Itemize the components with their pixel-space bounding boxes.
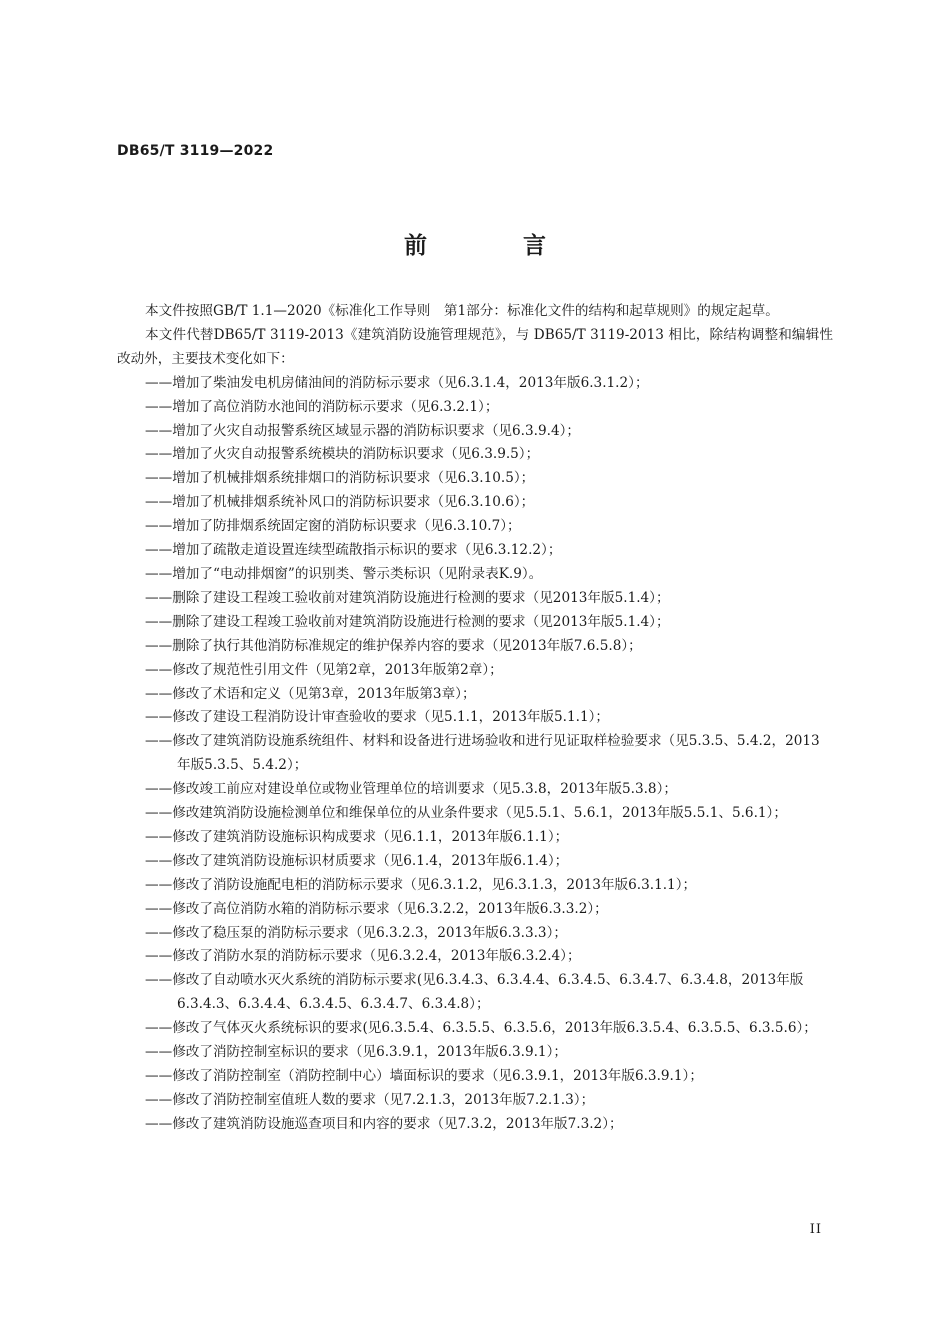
list-item: ——删除了建设工程竣工验收前对建筑消防设施进行检测的要求（见2013年版5.1.4）；: [145, 589, 670, 606]
list-item: ——修改了消防控制室值班人数的要求（见7.2.1.3，2013年版7.2.1.3）；: [145, 1091, 595, 1108]
list-item: ——修改了规范性引用文件（见第2章，2013年版第2章）；: [145, 661, 503, 678]
list-item: ——增加了疏散走道设置连续型疏散指示标识的要求（见6.3.12.2）；: [145, 542, 562, 559]
list-item: ——修改了术语和定义（见第3章，2013年版第3章）；: [145, 685, 476, 702]
list-item: ——增加了机械排烟系统补风口的消防标识要求（见6.3.10.6）；: [145, 494, 535, 511]
list-item: ——修改了建筑消防设施标识构成要求（见6.1.1，2013年版6.1.1）；: [145, 828, 569, 845]
page-title: 前 言: [403, 232, 590, 259]
list-item: ——增加了机械排烟系统排烟口的消防标识要求（见6.3.10.5）；: [145, 470, 535, 487]
list-item: ——修改了建筑消防设施巡查项目和内容的要求（见7.3.2，2013年版7.3.2）；: [145, 1115, 623, 1132]
list-item: ——删除了建设工程竣工验收前对建筑消防设施进行检测的要求（见2013年版5.1.4）；: [145, 613, 670, 630]
changes-list: [117, 372, 833, 1137]
list-item: ——删除了执行其他消防标准规定的维护保养内容的要求（见2013年版7.6.5.8）；: [145, 637, 642, 654]
list-item: ——增加了“电动排烟窗”的识别类、警示类标识（见附录表K.9）。: [145, 565, 543, 582]
paragraph: 本文件代替DB65/T 3119-2013《建筑消防设施管理规范》，与 DB65/T 3119-2013 相比，除结构调整和编辑性改动外，主要技术变化如下：: [117, 326, 833, 367]
paragraph: 本文件按照GB/T 1.1—2020《标准化工作导则 第1部分：标准化文件的结构和起草规则》的规定起草。: [145, 303, 779, 319]
list-item: ——增加了柴油发电机房储油间的消防标示要求（见6.3.1.4，2013年版6.3.1.2）；: [145, 374, 649, 391]
list-item: ——修改了消防控制室标识的要求（见6.3.9.1，2013年版6.3.9.1）；: [145, 1044, 567, 1061]
list-item: ——修改了气体灭火系统标识的要求(见6.3.5.4、6.3.5.5、6.3.5.6，2013年版6.3.5.4、6.3.5.5、6.3.5.6）；: [145, 1020, 817, 1037]
list-item: ——增加了防排烟系统固定窗的消防标识要求（见6.3.10.7）；: [145, 518, 521, 535]
list-item: ——增加了高位消防水池间的消防标示要求（见6.3.2.1）；: [145, 398, 499, 415]
list-item: ——修改了稳压泵的消防标示要求（见6.3.2.3，2013年版6.3.3.3）；: [145, 924, 567, 941]
list-item: ——增加了火灾自动报警系统区域显示器的消防标识要求（见6.3.9.4）；: [145, 422, 580, 439]
list-item: ——修改了消防水泵的消防标示要求（见6.3.2.4，2013年版6.3.2.4）；: [145, 948, 581, 965]
standard-code: DB65/T 3119—2022: [117, 143, 274, 159]
list-item: ——增加了火灾自动报警系统模块的消防标识要求（见6.3.9.5）；: [145, 446, 540, 463]
list-item: ——修改了消防控制室（消防控制中心）墙面标识的要求（见6.3.9.1，2013年版6.3.9.1）；: [145, 1068, 703, 1084]
list-item: ——修改了建筑消防设施系统组件、材料和设备进行进场验收和进行见证取样检验要求（见5.3.5、5.4.2，2013年版5.3.5、5.4.2）；: [145, 733, 820, 774]
list-item: ——修改了建设工程消防设计审查验收的要求（见5.1.1，2013年版5.1.1）；: [145, 709, 610, 726]
list-item: ——修改建筑消防设施检测单位和维保单位的从业条件要求（见5.5.1、5.6.1，2013年版5.5.1、5.6.1）；: [145, 805, 787, 822]
list-item: ——修改了高位消防水箱的消防标示要求（见6.3.2.2，2013年版6.3.3.2）；: [145, 900, 608, 917]
foreword-body: [117, 300, 833, 1137]
list-item: ——修改了自动喷水灭火系统的消防标示要求(见6.3.4.3、6.3.4.4、6.3.4.5、6.3.4.7、6.3.4.8，2013年版6.3.4.3、6.3.4.4、6.3.4.5、6.3.4.7、6.3.4.8）；: [145, 972, 804, 1013]
page-number: II: [809, 1222, 822, 1237]
list-item: ——修改竣工前应对建设单位或物业管理单位的培训要求（见5.3.8，2013年版5.3.8）；: [145, 781, 677, 798]
list-item: ——修改了建筑消防设施标识材质要求（见6.1.4，2013年版6.1.4）；: [145, 852, 569, 869]
list-item: ——修改了消防设施配电柜的消防标示要求（见6.3.1.2，见6.3.1.3，2013年版6.3.1.1）；: [145, 876, 697, 893]
